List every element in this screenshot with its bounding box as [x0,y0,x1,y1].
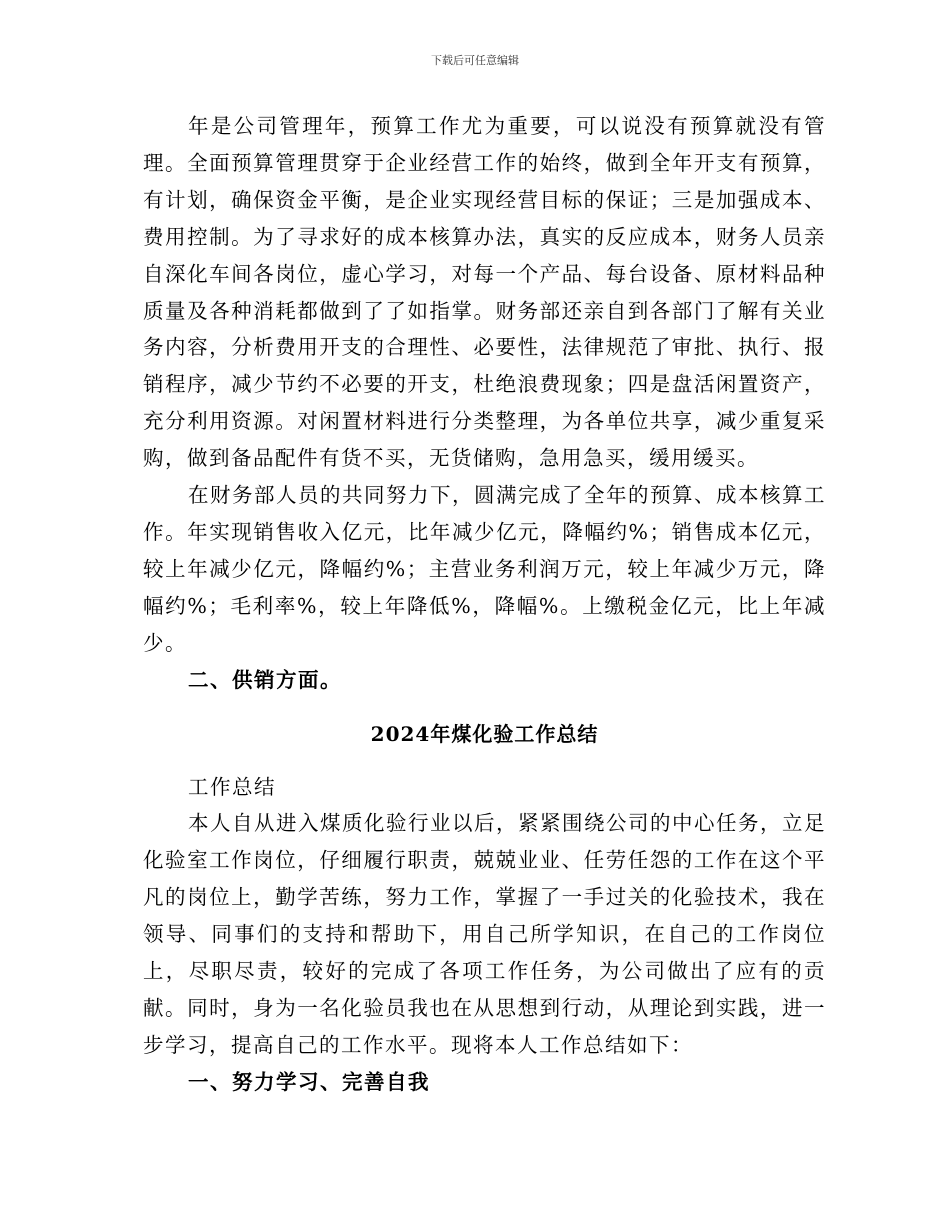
paragraph-introduction: 本人自从进入煤质化验行业以后，紧紧围绕公司的中心任务，立足化验室工作岗位，仔细履行职责，兢兢业业、任劳任怨的工作在这个平凡的岗位上，勤学苦练，努力工作，掌握了一手过关的化验技术，我在领导、同事们的支持和帮助下，用自己所学知识，在自己的工作岗位上，尽职尽责，较好的完成了各项工作任务，为公司做出了应有的贡献。同时，身为一名化验员我也在从思想到行动，从理论到实践，进一步学习，提高自己的工作水平。现将本人工作总结如下： [143,811,826,1057]
paragraph-work-summary-label: 工作总结 [188,774,276,799]
section-heading-study: 一、努力学习、完善自我 [188,1069,430,1094]
document-body [143,108,826,1101]
paragraph-finance-results: 在财务部人员的共同努力下，圆满完成了全年的预算、成本核算工作。年实现销售收入亿元，比年减少亿元，降幅约%；销售成本亿元，较上年减少亿元，降幅约%；主营业务利润万元，较上年减少万元，降幅约%；毛利率%，较上年降低%，降幅%。上缴税金亿元，比上年减少。 [143,483,826,655]
paragraph-budget: 年是公司管理年，预算工作尤为重要，可以说没有预算就没有管理。全面预算管理贯穿于企业经营工作的始终，做到全年开支有预算，有计划，确保资金平衡，是企业实现经营目标的保证；三是加强成本、费用控制。为了寻求好的成本核算办法，真实的反应成本，财务人员亲自深化车间各岗位，虚心学习，对每一个产品、每台设备、原材料品种质量及各种消耗都做到了了如指掌。财务部还亲自到各部门了解有关业务内容，分析费用开支的合理性、必要性，法律规范了审批、执行、报销程序，减少节约不必要的开支，杜绝浪费现象；四是盘活闲置资产，充分利用资源。对闲置材料进行分类整理，为各单位共享，减少重复采购，做到备品配件有货不买，无货储购，急用急买，缓用缓买。 [143,114,826,471]
document-title: 2024年煤化验工作总结 [370,721,599,746]
page-header-note: 下载后可任意编辑 [431,54,519,67]
section-heading-supply: 二、供销方面。 [188,667,342,692]
